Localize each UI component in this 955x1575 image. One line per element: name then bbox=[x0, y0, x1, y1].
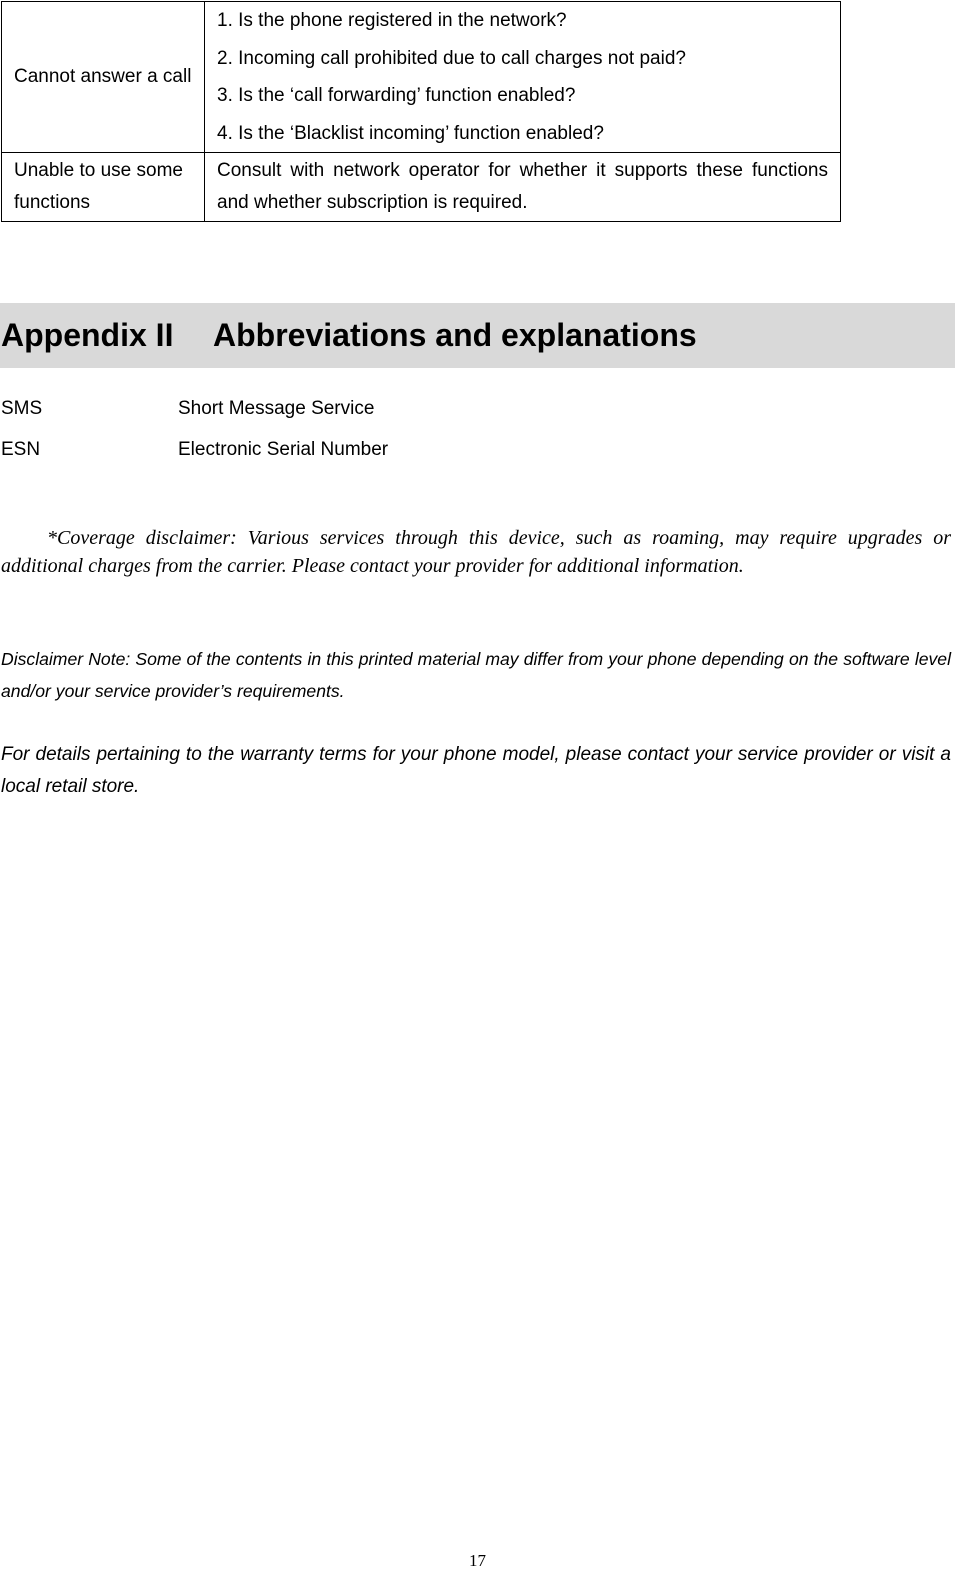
solution-item: 2. Incoming call prohibited due to call charges not paid? bbox=[217, 47, 686, 69]
warranty-note: For details pertaining to the warranty terms for your phone model, please contact your service provider or visit a local retail store. bbox=[1, 744, 951, 797]
abbreviation-row bbox=[1, 433, 901, 474]
solution-cell bbox=[205, 153, 841, 222]
solution-item: 3. Is the ‘call forwarding’ function enabled? bbox=[217, 85, 576, 106]
table-row bbox=[2, 2, 841, 153]
problem-cell: Cannot answer a call bbox=[2, 2, 205, 153]
solution-cell bbox=[205, 2, 841, 153]
abbreviation-term: SMS bbox=[1, 398, 43, 419]
solution-item: Consult with network operator for whether it supports these functions and whether subscription is required. bbox=[217, 160, 828, 213]
problem-cell: Unable to use some functions bbox=[2, 153, 205, 222]
appendix-title: Abbreviations and explanations bbox=[213, 317, 697, 353]
appendix-number: Appendix II bbox=[1, 317, 174, 353]
page-number: 17 bbox=[469, 1551, 486, 1570]
table-row bbox=[2, 153, 841, 222]
abbreviation-explanation: Electronic Serial Number bbox=[178, 439, 389, 460]
troubleshooting-table bbox=[1, 1, 841, 222]
solution-item: 1. Is the phone registered in the network? bbox=[217, 10, 567, 31]
abbreviation-row bbox=[1, 392, 901, 433]
solution-item: 4. Is the ‘Blacklist incoming’ function enabled? bbox=[217, 122, 604, 144]
abbreviation-explanation: Short Message Service bbox=[178, 398, 375, 419]
disclaimer-note: Disclaimer Note: Some of the contents in this printed material may differ from your phone depending on the software level and/or your service provider’s requirements. bbox=[1, 649, 951, 701]
abbreviation-term: ESN bbox=[1, 439, 41, 460]
appendix-heading bbox=[0, 303, 955, 368]
coverage-disclaimer: *Coverage disclaimer: Various services through this device, such as roaming, may require upgrades or additional charges from the carrier. Please contact your provider for additional information. bbox=[1, 527, 951, 577]
abbreviation-list bbox=[1, 392, 901, 474]
